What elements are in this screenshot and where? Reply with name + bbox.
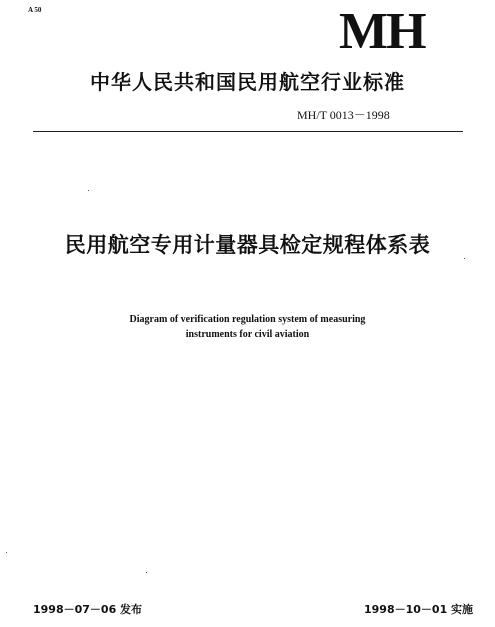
english-title-line-2: instruments for civil aviation	[185, 329, 310, 340]
standard-number: MH/T 0013－1998	[297, 108, 390, 122]
document-title-english	[0, 312, 495, 342]
scan-speck	[6, 552, 7, 553]
english-title-line-1: Diagram of verification regulation system of measuring	[129, 314, 366, 325]
scan-speck	[146, 572, 147, 573]
scan-speck	[88, 190, 89, 191]
document-title-chinese: 民用航空专用计量器具检定规程体系表	[64, 233, 431, 257]
corner-code: A 50	[28, 6, 42, 14]
standard-category-title: 中华人民共和国民用航空行业标准	[90, 70, 405, 94]
mh-logo: MH	[339, 3, 425, 60]
issue-date: 1998－07－06 发布	[33, 603, 143, 616]
header-divider	[33, 131, 463, 132]
scan-speck	[464, 258, 465, 259]
implementation-date: 1998－10－01 实施	[364, 603, 474, 616]
